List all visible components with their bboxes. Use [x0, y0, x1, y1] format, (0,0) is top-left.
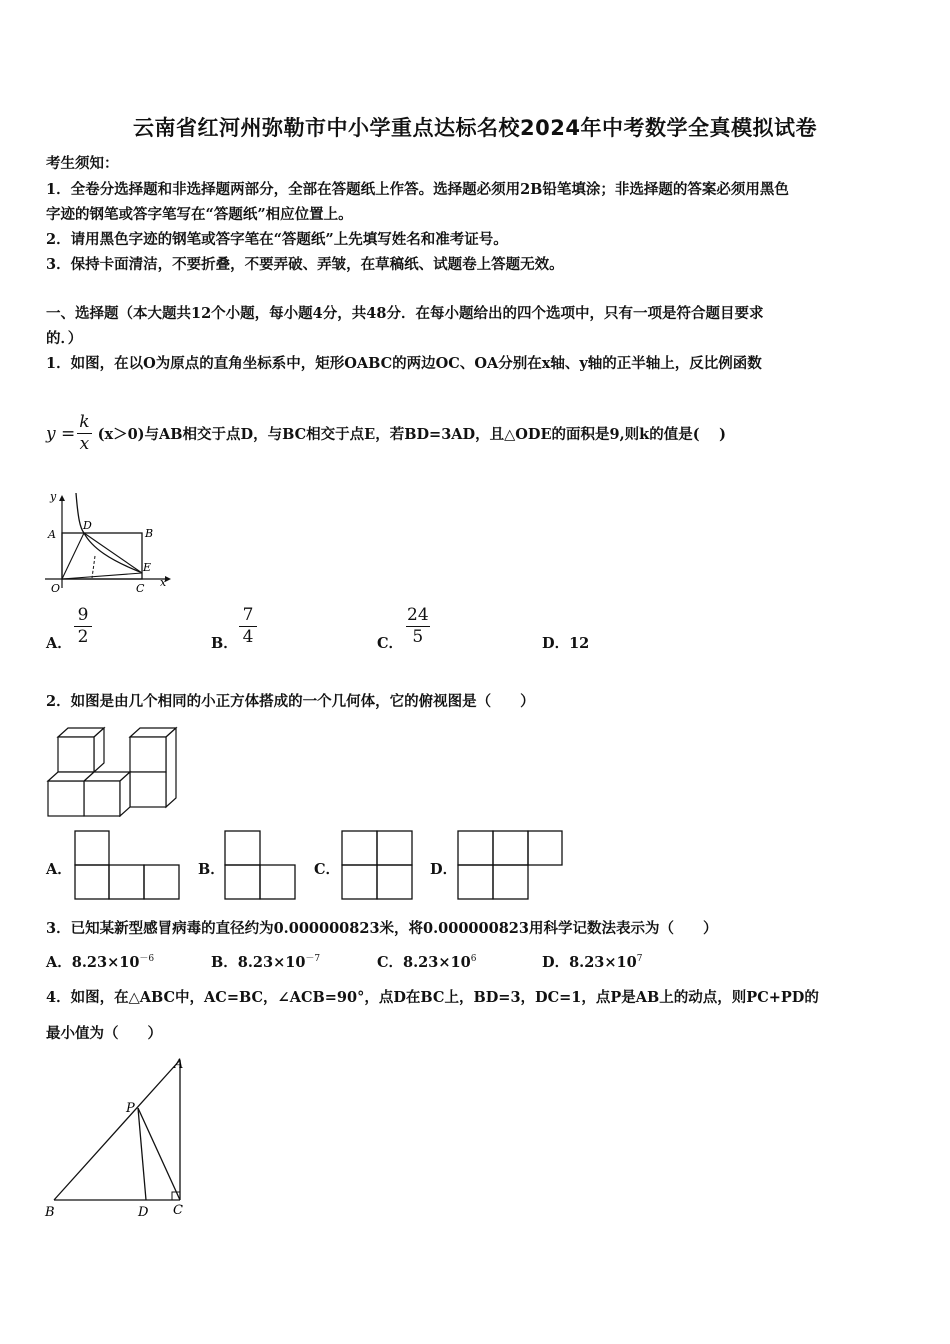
q4-label-D: D [138, 1205, 149, 1220]
q1-k: k [77, 412, 91, 434]
q3-option-C-label: C． [377, 954, 404, 971]
q3-option-C-exp: 6 [470, 954, 477, 965]
q1-option-C-den: 5 [412, 627, 424, 648]
section-heading-cont: 的．） [46, 330, 83, 347]
q3-option-C-base: 8.23×10 [403, 954, 471, 971]
q3-option-C[interactable] [377, 951, 476, 972]
q2-option-B-view [224, 830, 298, 900]
q1-option-C-fraction [405, 605, 431, 649]
q1-option-A-fraction [74, 605, 92, 649]
q3-option-B-exp: －7 [305, 954, 321, 965]
notice-line-2: 字迹的钢笔或答字笔写在“答题纸”相应位置上。 [46, 206, 353, 223]
q1-label-D: D [83, 519, 92, 532]
q3-option-A-label: A． [46, 954, 72, 971]
q1-label-C: C [136, 582, 145, 595]
q3-stem: 3．已知某新型感冒病毒的直径约为0.000000823米，将0.000000823用科学记数法表示为（ ） [46, 920, 718, 937]
q1-label-y: y [50, 490, 57, 503]
q1-option-B-fraction [239, 605, 257, 649]
q1-option-C-label[interactable]: C． [377, 635, 404, 652]
q1-label-x: x [160, 576, 167, 589]
q3-option-B-base: 8.23×10 [237, 954, 306, 971]
q1-label-O: O [51, 582, 61, 595]
q3-option-D-base: 8.23×10 [569, 954, 637, 971]
q4-stem-line1: 4．如图，在△ABC中，AC=BC，∠ACB=90°，点D在BC上，BD=3，DC=1，点P是AB上的动点，则PC+PD的 [46, 989, 819, 1006]
q1-option-D-text: 12 [569, 635, 590, 652]
q1-option-B-num: 7 [242, 605, 254, 625]
q2-stem: 2．如图是由几个相同的小正方体搭成的一个几何体，它的俯视图是（ ） [46, 693, 535, 710]
q1-x: x [79, 434, 90, 455]
q3-option-A[interactable] [46, 951, 154, 972]
q2-option-D-label[interactable]: D． [430, 861, 458, 878]
q1-option-A-num: 9 [77, 605, 89, 625]
q1-option-A-den: 2 [77, 627, 89, 648]
q3-option-D[interactable] [542, 951, 642, 972]
q1-option-A-label[interactable]: A． [46, 635, 72, 652]
q3-option-A-base: 8.23×10 [71, 954, 140, 971]
q1-stem-line1: 1．如图，在以O为原点的直角坐标系中，矩形OABC的两边OC、OA分别在x轴、y轴的正半轴上，反比例函数 [46, 355, 762, 372]
q2-option-D-view [457, 830, 565, 900]
q1-option-C-num: 24 [407, 605, 429, 625]
q2-option-A-view [74, 830, 182, 900]
q3-option-D-exp: 7 [636, 954, 643, 965]
q3-option-A-exp: －6 [139, 954, 155, 965]
q4-label-A: A [174, 1057, 184, 1072]
q1-figure [40, 488, 180, 596]
section-heading: 一、选择题（本大题共12个小题，每小题4分，共48分．在每小题给出的四个选项中，只有一项是符合题目要求 [46, 305, 764, 322]
q1-label-A: A [48, 528, 56, 541]
q2-solid-figure [44, 725, 184, 817]
q4-label-C: C [173, 1203, 183, 1218]
q2-option-A-label[interactable]: A． [46, 861, 72, 878]
q2-option-B-label[interactable]: B． [198, 861, 225, 878]
q4-label-B: B [45, 1205, 55, 1220]
q4-figure [40, 1052, 200, 1224]
q1-option-D-label: D． [542, 635, 570, 652]
q2-option-C-label[interactable]: C． [314, 861, 341, 878]
q1-label-B: B [145, 527, 154, 540]
notice-line-4: 3．保持卡面清洁，不要折叠，不要弄破、弄皱，在草稿纸、试题卷上答题无效。 [46, 256, 564, 273]
q1-label-E: E [143, 561, 152, 574]
notice-line-3: 2．请用黑色字迹的钢笔或答字笔在“答题纸”上先填写姓名和准考证号。 [46, 231, 508, 248]
q4-stem-line2: 最小值为（ ） [46, 1025, 162, 1042]
q1-function-y: y = [46, 423, 76, 444]
q3-option-D-label: D． [542, 954, 570, 971]
q3-option-B-label: B． [211, 954, 238, 971]
q1-option-B-den: 4 [242, 627, 254, 648]
q2-option-C-view [341, 830, 415, 900]
page-title: 云南省红河州弥勒市中小学重点达标名校2024年中考数学全真模拟试卷 [133, 116, 817, 140]
q1-stem-line2 [46, 412, 726, 456]
q1-option-D[interactable] [542, 632, 589, 653]
notice-heading: 考生须知： [46, 155, 119, 172]
q1-option-B-label[interactable]: B． [211, 635, 238, 652]
q1-function-fraction [77, 412, 91, 456]
notice-line-1: 1．全卷分选择题和非选择题两部分，全部在答题纸上作答。选择题必须用2B铅笔填涂；非选择题的答案必须用黑色 [46, 181, 789, 198]
q1-stem-text: (x＞0)与AB相交于点D，与BC相交于点E，若BD=3AD，且△ODE的面积是9,则k的值是( ) [97, 426, 726, 444]
q4-label-P: P [126, 1101, 135, 1116]
q3-option-B[interactable] [211, 951, 320, 972]
